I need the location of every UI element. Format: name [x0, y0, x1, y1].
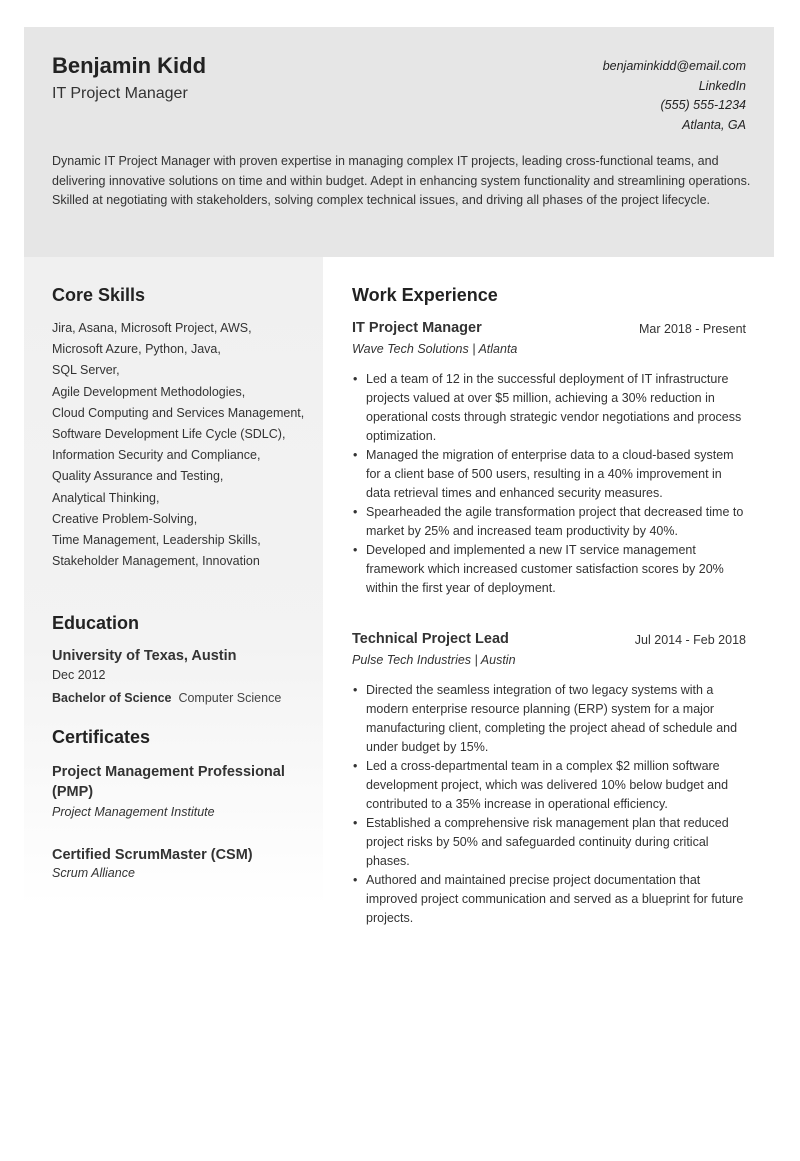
education-heading: Education — [52, 613, 140, 633]
job-bullets — [352, 681, 746, 928]
education-field: Computer Science — [178, 691, 282, 705]
job-bullet: • Led a cross-departmental team in a complex $2 million software development project, which was delivered 10% below budget and contributed to a 35% increase in operational efficiency. — [352, 757, 746, 814]
skill-item: Creative Problem-Solving, — [52, 511, 198, 526]
contact-block — [603, 57, 746, 135]
job-bullet: • Established a comprehensive risk management plan that reduced project risks by 50% and safeguarded continuity during critical phases. — [352, 814, 746, 871]
job-bullet: • Spearheaded the agile transformation project that decreased time to market by 25% and increased team productivity by 40%. — [352, 503, 746, 541]
location: Atlanta, GA — [682, 117, 746, 132]
certificate-name: Project Management Professional (PMP) — [52, 764, 285, 800]
job-title: Technical Project Lead — [352, 631, 509, 647]
skill-item: Microsoft Azure, Python, Java, — [52, 342, 221, 357]
education-date: Dec 2012 — [52, 668, 106, 682]
education-school: University of Texas, Austin — [52, 648, 237, 664]
job-title: IT Project Manager — [352, 320, 482, 336]
skill-item: SQL Server, — [52, 363, 120, 378]
linkedin-link[interactable]: LinkedIn — [698, 78, 746, 93]
skill-item: Agile Development Methodologies, — [52, 384, 246, 399]
skill-item: Jira, Asana, Microsoft Project, AWS, — [52, 321, 252, 335]
skill-item: Software Development Life Cycle (SDLC), — [52, 426, 286, 441]
skill-item: Cloud Computing and Services Management, — [52, 405, 305, 420]
job-company: Wave Tech Solutions | Atlanta — [352, 342, 518, 356]
education-degree: Bachelor of Science — [52, 691, 172, 705]
candidate-name: Benjamin Kidd — [52, 53, 207, 78]
certificate-org: Project Management Institute — [52, 805, 215, 819]
skills-list — [52, 319, 312, 573]
resume-header — [24, 27, 774, 257]
education-degree-line — [52, 691, 281, 705]
left-column — [24, 257, 323, 907]
phone-number: (555) 555-1234 — [660, 98, 746, 112]
candidate-title: IT Project Manager — [52, 85, 188, 102]
job-bullet: • Led a team of 12 in the successful deployment of IT infrastructure projects valued at over $5 million, achieving a 30% reduction in operational costs through strategic vendor negotiations and process optimization. — [352, 370, 746, 446]
skill-item: Stakeholder Management, Innovation — [52, 554, 260, 569]
skill-item: Time Management, Leadership Skills, — [52, 532, 261, 547]
certificate-org: Scrum Alliance — [52, 866, 135, 880]
skill-item: Information Security and Compliance, — [52, 448, 261, 463]
job-dates: Jul 2014 - Feb 2018 — [634, 633, 746, 647]
job-dates: Mar 2018 - Present — [639, 322, 746, 336]
skill-item: Quality Assurance and Testing, — [52, 469, 224, 484]
certificate-name: Certified ScrumMaster (CSM) — [52, 847, 253, 863]
job-bullet: • Managed the migration of enterprise data to a cloud-based system for a client base of 500 users, resulting in a 40% improvement in data retrieval times and enhanced security measures. — [352, 446, 746, 503]
email-link[interactable]: benjaminkidd@email.com — [602, 59, 746, 73]
experience-heading: Work Experience — [352, 285, 498, 305]
job-bullets — [352, 370, 746, 598]
skill-item: Analytical Thinking, — [52, 490, 160, 505]
job-bullet: • Directed the seamless integration of two legacy systems with a modern enterprise resource planning (ERP) system for a major manufacturing client, completing the project ahead of schedule and under budget by 15%. — [352, 681, 746, 757]
skills-heading: Core Skills — [52, 285, 146, 305]
job-company: Pulse Tech Industries | Austin — [352, 653, 516, 667]
certificates-heading: Certificates — [52, 727, 151, 747]
job-bullet: • Authored and maintained precise project documentation that improved project communication and served as a blueprint for future projects. — [352, 871, 746, 928]
job-bullet: • Developed and implemented a new IT service management framework which increased customer satisfaction scores by 20% within the first year of deployment. — [352, 541, 746, 598]
summary-text: Dynamic IT Project Manager with proven expertise in managing complex IT projects, leading cross-functional teams, and delivering innovative solutions on time and within budget. Adept in enhancing system functionality and streamlining operations. Skilled at negotiating with stakeholders, solving complex technical issues, and driving all phases of the project lifecycle. — [52, 154, 751, 207]
